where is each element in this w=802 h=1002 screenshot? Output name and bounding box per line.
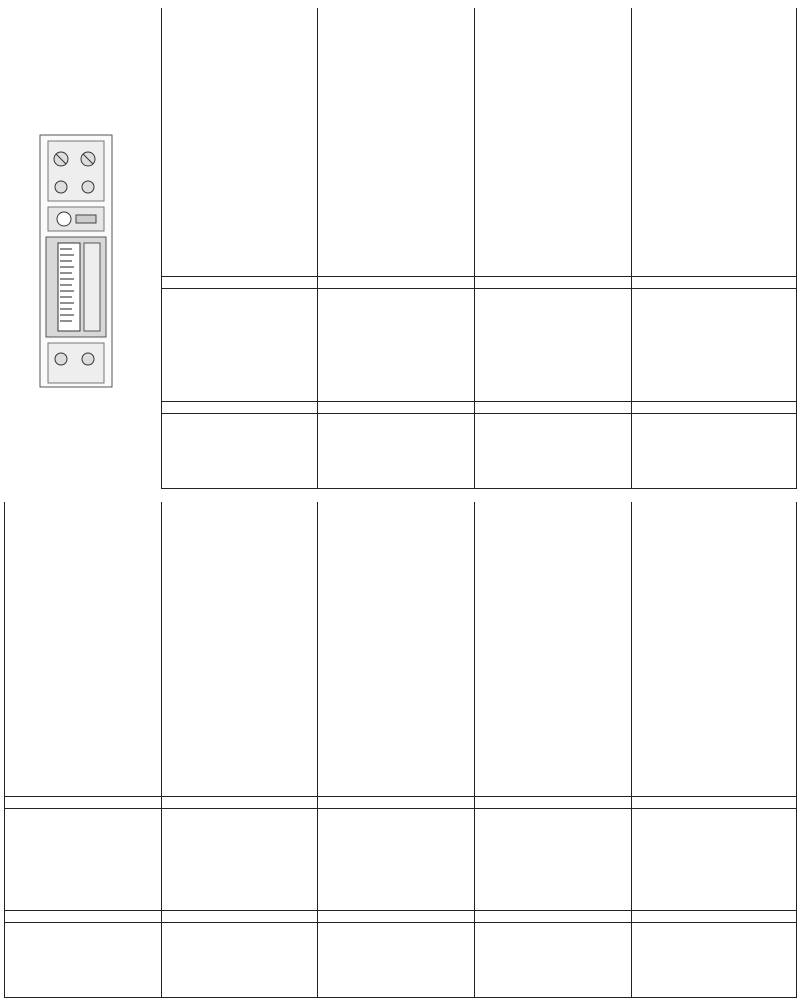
device-label [40, 343, 60, 389]
device-scale-numbers [84, 283, 98, 343]
timer-device-illustration [30, 133, 122, 389]
